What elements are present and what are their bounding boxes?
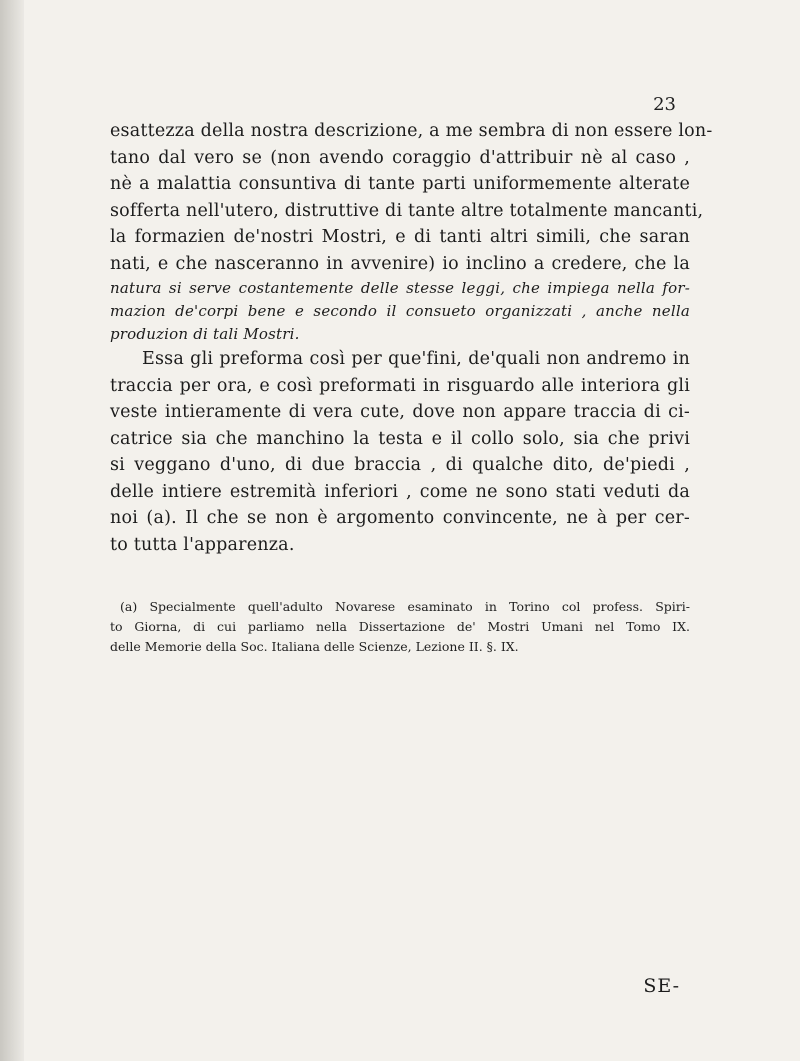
paragraph-line: veste intieramente di vera cute, dove non appare traccia di ci- — [110, 402, 690, 422]
footnote-line: to Giorna, di cui parliamo nella Dissertazione de' Mostri Umani nel Tomo IX. — [110, 619, 690, 634]
italic-line: produzion di tali Mostri. — [110, 325, 300, 343]
body-line: sofferta nell'utero, distruttive di tante altre totalmente mancanti, — [110, 200, 704, 221]
page-number: 23 — [653, 94, 676, 115]
catchword: SE- — [643, 975, 680, 997]
main-text — [110, 118, 713, 558]
paragraph-line: delle intiere estremità inferiori , come ne sono stati veduti da — [110, 481, 690, 502]
body-line: esattezza della nostra descrizione, a me sembra di non essere lon- — [110, 121, 713, 141]
body-line: nè a malattia consuntiva di tante parti uniformemente alterate — [110, 174, 690, 194]
paragraph-line: si veggano d'uno, di due braccia , di qualche dito, de'piedi , — [110, 455, 690, 475]
paragraph-line: to tutta l'apparenza. — [110, 534, 295, 555]
paragraph-line: traccia per ora, e così preformati in risguardo alle interiora gli — [110, 375, 690, 396]
body-line: tano dal vero se (non avendo coraggio d'attribuir nè al caso , — [110, 147, 690, 168]
italic-line: mazion de'corpi bene e secondo il consueto organizzati , anche nella — [110, 302, 690, 320]
binding-shadow — [0, 0, 24, 1061]
footnote — [110, 597, 690, 657]
body-line: la formazien de'nostri Mostri, e di tanti altri simili, che saran — [110, 227, 690, 247]
paragraph-line: noi (a). Il che se non è argomento convincente, ne à per cer- — [110, 508, 690, 528]
footnote-line: (a) Specialmente quell'adulto Novarese esaminato in Torino col profess. Spiri- — [120, 599, 690, 614]
footnote-line: delle Memorie della Soc. Italiana delle Scienze, Lezione II. §. IX. — [110, 639, 519, 654]
paragraph-line: catrice sia che manchino la testa e il collo solo, sia che privi — [110, 428, 690, 449]
paragraph-line: Essa gli preforma così per que'fini, de'quali non andremo in — [142, 349, 690, 369]
body-line: nati, e che nasceranno in avvenire) io inclino a credere, che la — [110, 253, 690, 274]
italic-line: natura si serve costantemente delle stesse leggi, che impiega nella for- — [110, 279, 690, 297]
